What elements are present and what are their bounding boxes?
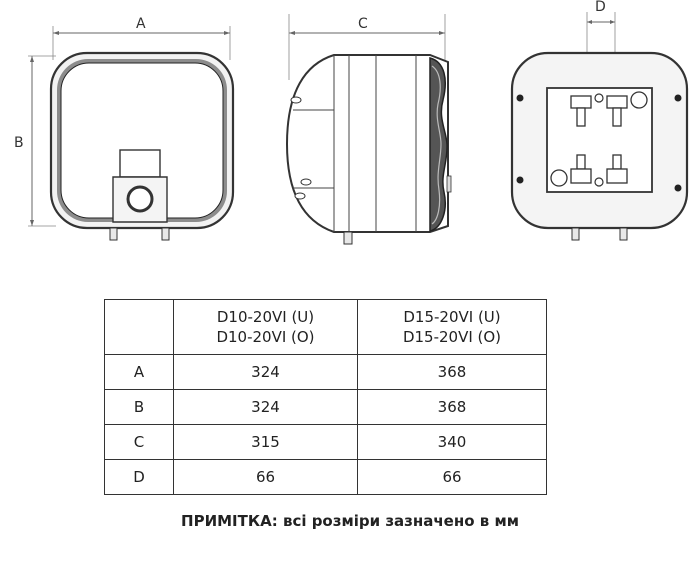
side-view [287, 14, 451, 244]
dimension-label-a: A [136, 16, 146, 32]
row-value-model-1: 315 [174, 425, 358, 460]
model-2-variant-u: D15-20VI (U) [403, 308, 501, 326]
table-header-model-1 [174, 300, 358, 355]
row-dimension-label: B [105, 390, 174, 425]
row-value-model-1: 324 [174, 355, 358, 390]
row-dimension-label: C [105, 425, 174, 460]
table-row [105, 390, 547, 425]
row-value-model-1: 66 [174, 460, 358, 495]
rear-view [512, 0, 687, 240]
front-view [14, 16, 233, 240]
dimension-label-c: C [358, 16, 368, 32]
table-corner-cell [105, 300, 174, 355]
row-value-model-2: 368 [358, 390, 547, 425]
model-1-variant-u: D10-20VI (U) [216, 308, 315, 326]
dimension-label-b: B [14, 135, 24, 151]
dimension-label-d: D [595, 0, 606, 15]
row-dimension-label: A [105, 355, 174, 390]
row-dimension-label: D [105, 460, 174, 495]
dimensions-table [104, 299, 547, 495]
table-header-model-2 [358, 300, 547, 355]
model-2-variant-o: D15-20VI (O) [402, 328, 502, 346]
model-1-variant-o: D10-20VI (O) [216, 328, 315, 346]
row-value-model-2: 368 [358, 355, 547, 390]
table-header-row [105, 300, 547, 355]
row-value-model-2: 66 [358, 460, 547, 495]
table-row [105, 460, 547, 495]
row-value-model-1: 324 [174, 390, 358, 425]
row-value-model-2: 340 [358, 425, 547, 460]
table-row [105, 355, 547, 390]
units-note: ПРИМІТКА: всі розміри зазначено в мм [181, 512, 519, 530]
table-row [105, 425, 547, 460]
control-knob [128, 187, 152, 211]
